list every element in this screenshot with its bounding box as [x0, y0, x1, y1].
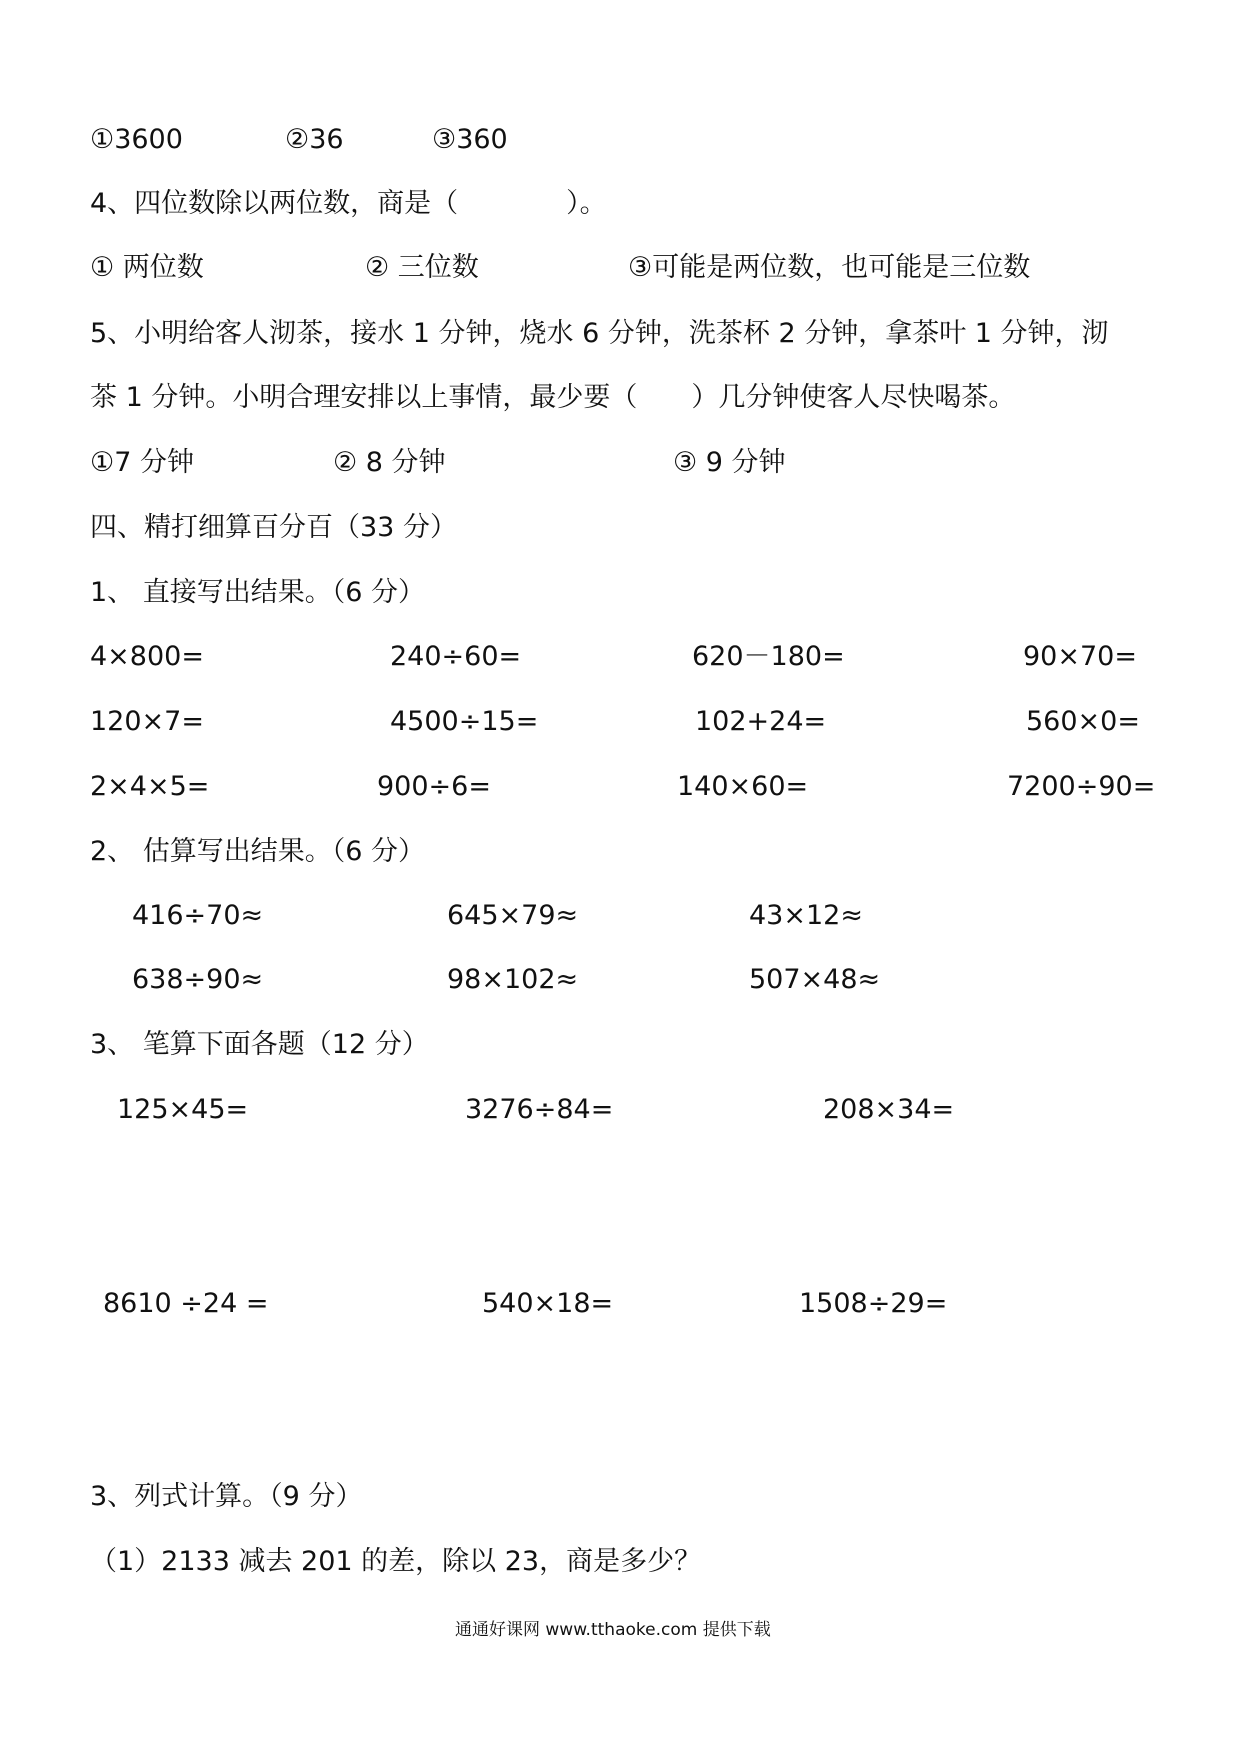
calc-item: 120×7= — [90, 706, 204, 737]
q5-line-1: 5、小明给客人沏茶，接水 1 分钟，烧水 6 分钟，洗茶杯 2 分钟，拿茶叶 1 分钟，沏 — [90, 318, 1109, 349]
calc-item: 620－180= — [692, 641, 845, 672]
q3-option-2: ②36 — [285, 124, 344, 155]
written-calc-item: 8610 ÷24 = — [103, 1288, 269, 1319]
estimate-item: 638÷90≈ — [132, 964, 264, 995]
written-calc-item: 125×45= — [117, 1094, 249, 1125]
calc-item: 7200÷90= — [1007, 771, 1156, 802]
part-4-question-1: （1）2133 减去 201 的差，除以 23，商是多少？ — [90, 1546, 702, 1577]
calc-item: 140×60= — [677, 771, 809, 802]
estimate-item: 645×79≈ — [447, 900, 579, 931]
part-2-title: 2、 估算写出结果。（6 分） — [90, 836, 426, 867]
estimate-item: 43×12≈ — [749, 900, 863, 931]
q4-option-1: ① 两位数 — [90, 252, 204, 283]
calc-item: 90×70= — [1023, 641, 1137, 672]
estimate-item: 416÷70≈ — [132, 900, 264, 931]
estimate-item: 98×102≈ — [447, 964, 579, 995]
calc-item: 560×0= — [1026, 706, 1140, 737]
q4-option-2: ② 三位数 — [365, 252, 479, 283]
calc-item: 900÷6= — [377, 771, 491, 802]
calc-item: 4500÷15= — [390, 706, 539, 737]
written-calc-item: 540×18= — [482, 1288, 614, 1319]
q5-line-2: 茶 1 分钟。小明合理安排以上事情，最少要（ ）几分钟使客人尽快喝茶。 — [90, 382, 1016, 413]
q3-option-3: ③360 — [432, 124, 508, 155]
part-3-title: 3、 笔算下面各题（12 分） — [90, 1029, 429, 1060]
section-4-title: 四、精打细算百分百（33 分） — [90, 512, 457, 543]
q5-option-3: ③ 9 分钟 — [673, 447, 786, 478]
written-calc-item: 3276÷84= — [465, 1094, 614, 1125]
q4-option-3: ③可能是两位数，也可能是三位数 — [628, 252, 1031, 283]
written-calc-item: 208×34= — [823, 1094, 955, 1125]
part-1-title: 1、 直接写出结果。（6 分） — [90, 577, 426, 608]
footer-credit: 通通好课网 www.tthaoke.com 提供下载 — [455, 1620, 771, 1640]
q4-question: 4、四位数除以两位数，商是（ ）。 — [90, 188, 607, 219]
written-calc-item: 1508÷29= — [799, 1288, 948, 1319]
part-4-title: 3、列式计算。（9 分） — [90, 1481, 363, 1512]
estimate-item: 507×48≈ — [749, 964, 881, 995]
calc-item: 4×800= — [90, 641, 204, 672]
calc-item: 2×4×5= — [90, 771, 210, 802]
q5-option-2: ② 8 分钟 — [333, 447, 446, 478]
calc-item: 102+24= — [695, 706, 827, 737]
calc-item: 240÷60= — [390, 641, 522, 672]
q5-option-1: ①7 分钟 — [90, 447, 194, 478]
q3-option-1: ①3600 — [90, 124, 183, 155]
